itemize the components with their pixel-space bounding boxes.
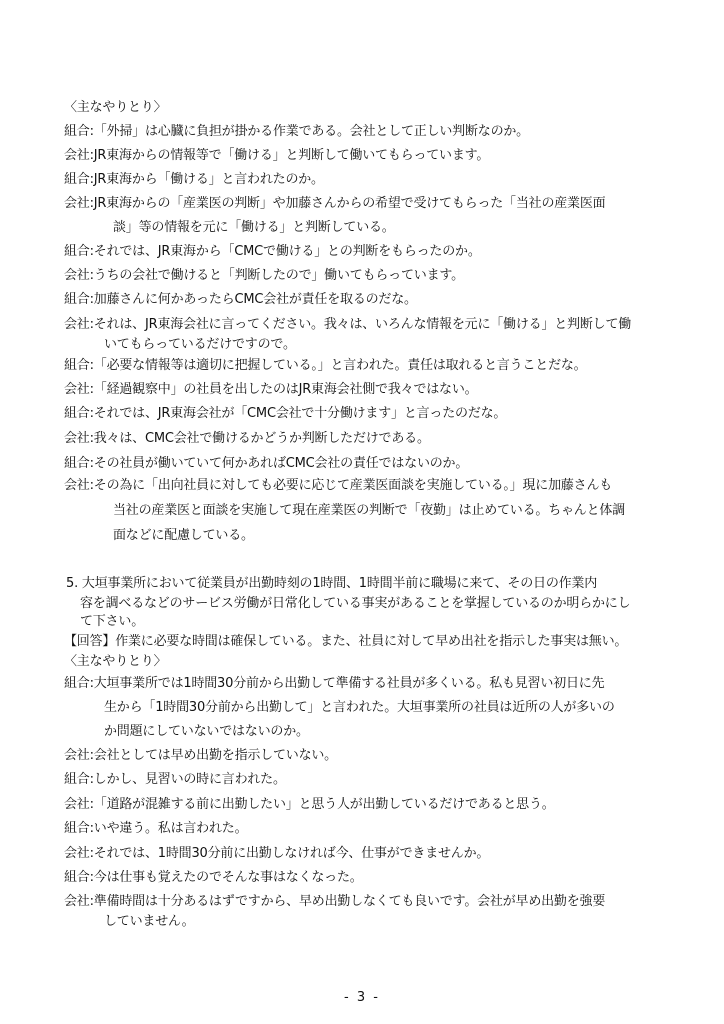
exchange-line bbox=[64, 317, 631, 333]
exchange-line bbox=[64, 797, 555, 813]
exchange-text: いや違う。私は言われた。 bbox=[93, 821, 248, 836]
exchange-text: 「必要な情報等は適切に把握している。」と言われた。責任は取れると言うことだな。 bbox=[93, 358, 587, 373]
speaker-label: 組合: bbox=[64, 870, 94, 885]
exchange-line bbox=[64, 196, 605, 212]
speaker-label: 組合: bbox=[64, 821, 94, 836]
speaker-label: 会社: bbox=[64, 268, 94, 283]
exchange-line bbox=[64, 292, 417, 308]
exchange-text: それでは、JR東海から「CMCで働ける」との判断をもらったのか。 bbox=[93, 244, 481, 259]
exchange-text: 加藤さんに何かあったらCMC会社が責任を取るのだな。 bbox=[93, 292, 417, 307]
speaker-label: 会社: bbox=[64, 797, 94, 812]
exchange-text: 我々は、CMC会社で働けるかどうか判断しただけである。 bbox=[93, 431, 430, 446]
speaker-label: 会社: bbox=[64, 431, 94, 446]
speaker-label: 組合: bbox=[64, 292, 94, 307]
speaker-label: 組合: bbox=[64, 172, 94, 187]
exchange-text: その為に「出向社員に対しても必要に応じて産業医面談を実施している。」現に加藤さんも bbox=[93, 478, 613, 493]
speaker-label: 組合: bbox=[64, 772, 94, 787]
exchange-line bbox=[64, 748, 337, 764]
speaker-label: 会社: bbox=[64, 894, 94, 909]
exchange-text: その社員が働いていて何かあればCMC会社の責任ではないのか。 bbox=[93, 456, 469, 471]
exchange-continuation: 生から「1時間30分前から出勤して」と言われた。大垣事業所の社員は近所の人が多いの bbox=[104, 700, 615, 715]
speaker-label: 会社: bbox=[64, 382, 94, 397]
question-line: て下さい。 bbox=[80, 614, 145, 629]
exchange-line bbox=[64, 772, 286, 788]
exchange-continuation: 談」等の情報を元に「働ける」と判断している。 bbox=[113, 220, 395, 235]
exchange-line bbox=[64, 148, 489, 164]
exchange-line bbox=[64, 478, 612, 494]
exchange-line bbox=[64, 124, 529, 140]
question-line: 5. 大垣事業所において従業員が出勤時刻の1時間、1時間半前に職場に来て、その日の作業内 bbox=[66, 576, 598, 591]
exchange-text: 今は仕事も覚えたのでそんな事はなくなった。 bbox=[93, 870, 363, 885]
exchange-line bbox=[64, 382, 477, 398]
speaker-label: 会社: bbox=[64, 317, 94, 332]
exchange-line bbox=[64, 870, 363, 886]
question-line: 容を調べるなどのサービス労働が日常化している事実があることを掌握しているのか明らかにし bbox=[80, 596, 631, 611]
exchange-continuation: 当社の産業医と面談を実施して現在産業医の判断で「夜勤」は止めている。ちゃんと体調 bbox=[113, 503, 626, 518]
speaker-label: 組合: bbox=[64, 676, 94, 691]
exchange-text: JR東海から「働ける」と言われたのか。 bbox=[93, 172, 324, 187]
page-number: - 3 - bbox=[344, 990, 380, 1005]
exchange-text: それでは、JR東海会社が「CMC会社で十分働けます」と言ったのだな。 bbox=[93, 406, 507, 421]
speaker-label: 組合: bbox=[64, 456, 94, 471]
exchange-text: それでは、1時間30分前に出勤しなければ今、仕事ができませんか。 bbox=[93, 846, 490, 861]
exchange-text: 会社としては早め出勤を指示していない。 bbox=[93, 748, 337, 763]
exchange-line bbox=[64, 358, 586, 374]
exchange-text: JR東海からの情報等で「働ける」と判断して働いてもらっています。 bbox=[93, 148, 490, 163]
subheading-main-exchanges: 〈主なやりとり〉 bbox=[64, 100, 167, 115]
exchange-line bbox=[64, 821, 247, 837]
exchange-continuation: していません。 bbox=[104, 914, 195, 929]
exchange-text: JR東海からの「産業医の判断」や加藤さんからの希望で受けてもらった「当社の産業医面 bbox=[93, 196, 606, 211]
exchange-line bbox=[64, 456, 468, 472]
speaker-label: 組合: bbox=[64, 124, 94, 139]
exchange-line bbox=[64, 172, 324, 188]
exchange-line bbox=[64, 268, 464, 284]
speaker-label: 組合: bbox=[64, 358, 94, 373]
exchange-line bbox=[64, 676, 604, 692]
speaker-label: 会社: bbox=[64, 196, 94, 211]
speaker-label: 会社: bbox=[64, 748, 94, 763]
exchange-line bbox=[64, 244, 481, 260]
exchange-text: 大垣事業所では1時間30分前から出勤して準備する社員が多くいる。私も見習い初日に先 bbox=[93, 676, 605, 691]
exchange-line bbox=[64, 846, 489, 862]
speaker-label: 会社: bbox=[64, 148, 94, 163]
exchange-continuation: か問題にしていないではないのか。 bbox=[104, 724, 309, 739]
exchange-continuation: 面などに配慮している。 bbox=[113, 528, 254, 543]
speaker-label: 組合: bbox=[64, 244, 94, 259]
subheading-main-exchanges: 〈主なやりとり〉 bbox=[64, 654, 167, 669]
exchange-text: それは、JR東海会社に言ってください。我々は、いろんな情報を元に「働ける」と判断して働 bbox=[93, 317, 632, 332]
answer-line: 【回答】作業に必要な時間は確保している。また、社員に対して早め出社を指示した事実は無い。 bbox=[64, 634, 628, 649]
exchange-text: 準備時間は十分あるはずですから、早め出勤しなくても良いです。会社が早め出勤を強要 bbox=[93, 894, 606, 909]
exchange-continuation: いてもらっているだけですので。 bbox=[104, 337, 296, 352]
exchange-text: 「外掃」は心臓に負担が掛かる作業である。会社として正しい判断なのか。 bbox=[93, 124, 529, 139]
speaker-label: 組合: bbox=[64, 406, 94, 421]
exchange-text: しかし、見習いの時に言われた。 bbox=[93, 772, 286, 787]
exchange-line bbox=[64, 406, 506, 422]
speaker-label: 会社: bbox=[64, 846, 94, 861]
exchange-line bbox=[64, 431, 430, 447]
exchange-text: 「道路が混雑する前に出勤したい」と思う人が出勤しているだけであると思う。 bbox=[93, 797, 555, 812]
exchange-text: 「経過観察中」の社員を出したのはJR東海会社側で我々ではない。 bbox=[93, 382, 478, 397]
exchange-line bbox=[64, 894, 605, 910]
exchange-text: うちの会社で働けると「判断したので」働いてもらっています。 bbox=[93, 268, 464, 283]
speaker-label: 会社: bbox=[64, 478, 94, 493]
